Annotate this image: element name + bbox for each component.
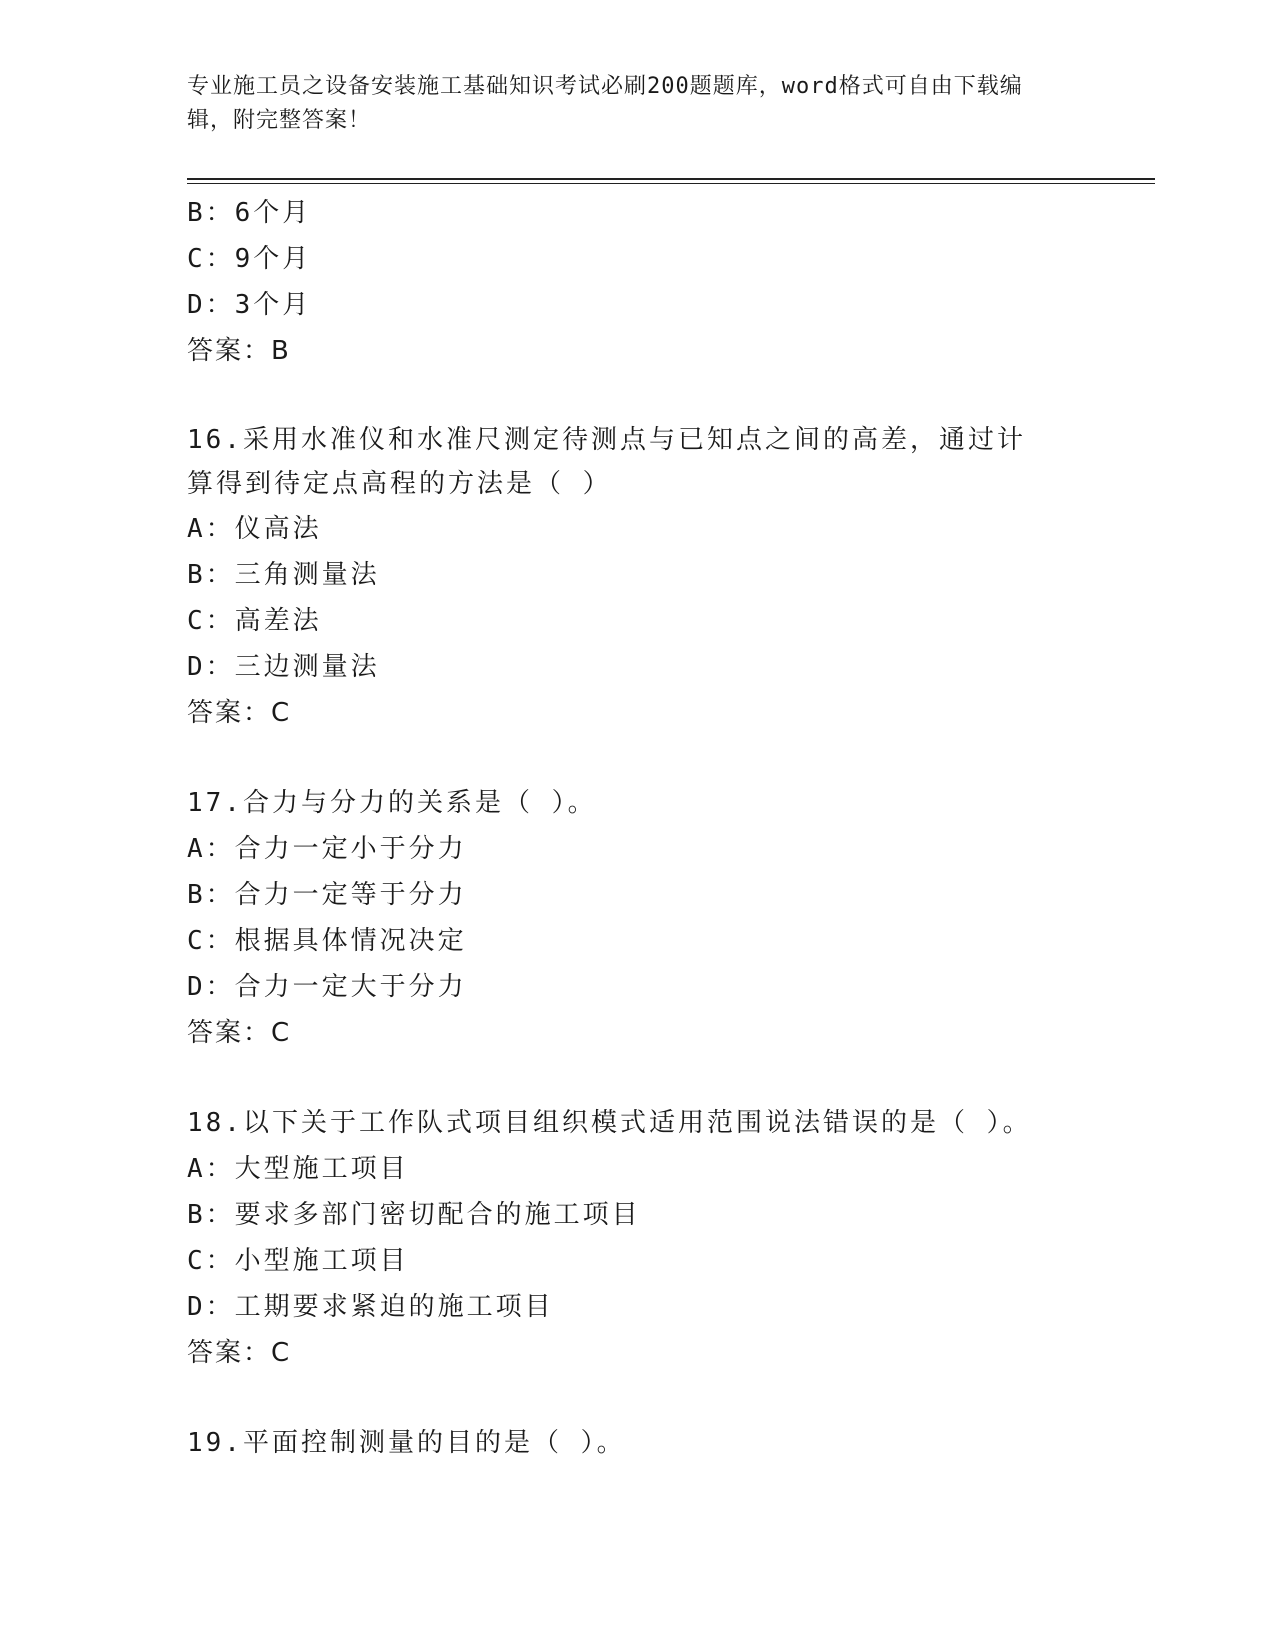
option-a: A：大型施工项目 [187, 1154, 409, 1184]
option-b: B：要求多部门密切配合的施工项目 [187, 1200, 641, 1230]
option-d: D：工期要求紧迫的施工项目 [187, 1292, 554, 1322]
answer: 答案：C [187, 1018, 292, 1048]
question-stem: 19.平面控制测量的目的是（ ）。 [187, 1428, 626, 1458]
answer: 答案：B [187, 336, 291, 366]
question-18 [187, 1100, 1087, 1376]
option-c: C：9个月 [187, 244, 312, 274]
option-c: C：根据具体情况决定 [187, 926, 467, 956]
question-stem: 16.采用水准仪和水准尺测定待测点与已知点之间的高差，通过计算得到待定点高程的方法是（ ） [187, 425, 1026, 499]
question-19 [187, 1420, 1087, 1466]
option-d: D：3个月 [187, 290, 312, 320]
option-c: C：高差法 [187, 606, 322, 636]
prev-question-tail [187, 190, 1087, 374]
question-stem: 17.合力与分力的关系是（ ）。 [187, 788, 597, 818]
question-16 [187, 418, 1087, 736]
option-d: D：三边测量法 [187, 652, 380, 682]
answer: 答案：C [187, 1338, 292, 1368]
option-b: B：6个月 [187, 198, 312, 228]
option-d: D：合力一定大于分力 [187, 972, 467, 1002]
option-b: B：三角测量法 [187, 560, 380, 590]
option-c: C：小型施工项目 [187, 1246, 409, 1276]
option-a: A：合力一定小于分力 [187, 834, 467, 864]
question-list [187, 190, 1087, 1466]
option-b: B：合力一定等于分力 [187, 880, 467, 910]
header-divider [187, 178, 1155, 180]
header-divider-thin [187, 183, 1155, 184]
page-header: 专业施工员之设备安装施工基础知识考试必刷200题题库，word格式可自由下载编辑，附完整答案！ [187, 74, 1023, 133]
question-stem: 18.以下关于工作队式项目组织模式适用范围说法错误的是（ ）。 [187, 1108, 1032, 1138]
option-a: A：仪高法 [187, 514, 322, 544]
answer: 答案：C [187, 698, 292, 728]
question-17 [187, 780, 1087, 1056]
